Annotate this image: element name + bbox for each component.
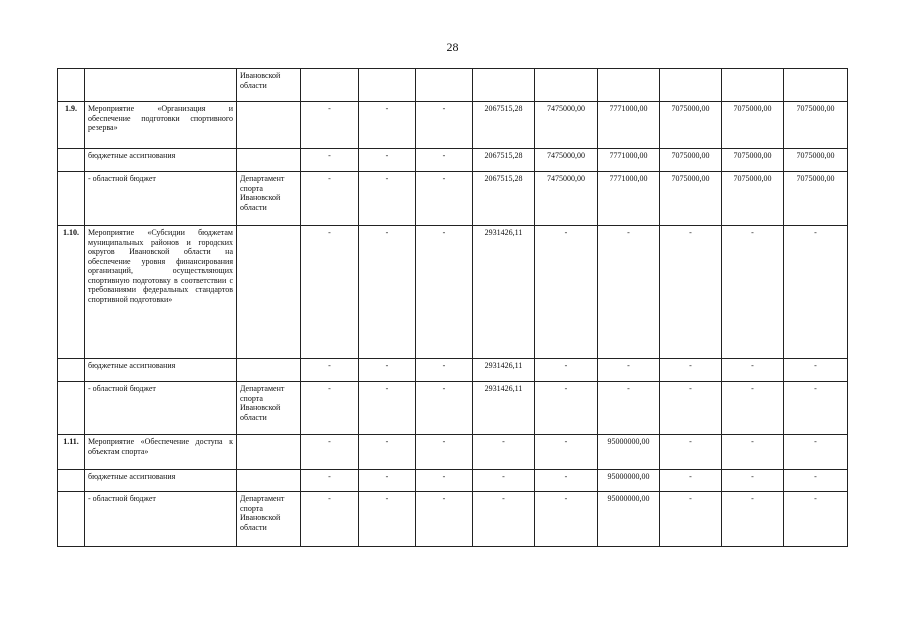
item-number-cell [58, 69, 85, 102]
amount-cell: - [473, 435, 535, 470]
item-name-cell: - областной бюджет [85, 492, 237, 547]
executor-cell: Департамент спорта Ивановской области [237, 382, 301, 435]
amount-cell: - [535, 226, 598, 359]
amount-cell: 2067515,28 [473, 172, 535, 226]
item-number-cell: 1.9. [58, 102, 85, 149]
amount-cell: - [598, 382, 660, 435]
table-row [58, 149, 848, 172]
amount-cell: - [722, 226, 784, 359]
amount-cell: - [784, 359, 848, 382]
amount-cell: - [598, 226, 660, 359]
amount-cell: - [784, 382, 848, 435]
amount-cell: - [359, 492, 416, 547]
amount-cell: - [301, 435, 359, 470]
table-body [58, 69, 848, 547]
item-number-cell: 1.11. [58, 435, 85, 470]
amount-cell: 7075000,00 [784, 102, 848, 149]
amount-cell: - [416, 359, 473, 382]
amount-cell: - [722, 359, 784, 382]
amount-cell: 7475000,00 [535, 172, 598, 226]
table-row [58, 102, 848, 149]
amount-cell: - [359, 359, 416, 382]
amount-cell: 7075000,00 [784, 149, 848, 172]
amount-cell: - [301, 149, 359, 172]
amount-cell: - [473, 470, 535, 492]
amount-cell: 2067515,28 [473, 102, 535, 149]
amount-cell [359, 69, 416, 102]
amount-cell: - [660, 435, 722, 470]
amount-cell: - [722, 470, 784, 492]
amount-cell: - [535, 359, 598, 382]
amount-cell: - [301, 492, 359, 547]
amount-cell: - [535, 492, 598, 547]
amount-cell: - [784, 470, 848, 492]
amount-cell: 95000000,00 [598, 435, 660, 470]
amount-cell: - [359, 172, 416, 226]
amount-cell [416, 69, 473, 102]
amount-cell [473, 69, 535, 102]
amount-cell: 7475000,00 [535, 102, 598, 149]
amount-cell: - [598, 359, 660, 382]
item-name-cell: Мероприятие «Обеспечение доступа к объектам спорта» [85, 435, 237, 470]
item-name-cell: Мероприятие «Организация и обеспечение подготовки спортивного резерва» [85, 102, 237, 149]
item-number-cell [58, 149, 85, 172]
amount-cell: - [359, 226, 416, 359]
amount-cell: - [660, 470, 722, 492]
amount-cell: - [660, 492, 722, 547]
amount-cell: 7771000,00 [598, 102, 660, 149]
amount-cell [660, 69, 722, 102]
executor-cell [237, 149, 301, 172]
executor-cell [237, 226, 301, 359]
amount-cell: - [359, 435, 416, 470]
amount-cell: 7771000,00 [598, 172, 660, 226]
amount-cell: - [301, 359, 359, 382]
amount-cell: 7075000,00 [660, 149, 722, 172]
amount-cell: 7075000,00 [784, 172, 848, 226]
amount-cell: - [660, 382, 722, 435]
amount-cell [301, 69, 359, 102]
item-name-cell: бюджетные ассигнования [85, 149, 237, 172]
amount-cell: - [535, 470, 598, 492]
amount-cell [722, 69, 784, 102]
table-row [58, 69, 848, 102]
item-number-cell [58, 382, 85, 435]
item-name-cell: - областной бюджет [85, 382, 237, 435]
amount-cell: - [660, 226, 722, 359]
amount-cell: - [722, 492, 784, 547]
item-name-cell [85, 69, 237, 102]
amount-cell: - [416, 470, 473, 492]
executor-cell [237, 359, 301, 382]
item-number-cell [58, 359, 85, 382]
amount-cell: 95000000,00 [598, 492, 660, 547]
amount-cell: - [416, 102, 473, 149]
item-number-cell [58, 492, 85, 547]
amount-cell: 7075000,00 [722, 102, 784, 149]
table-row [58, 382, 848, 435]
amount-cell: - [359, 382, 416, 435]
amount-cell: - [473, 492, 535, 547]
amount-cell: - [301, 102, 359, 149]
amount-cell: 2931426,11 [473, 226, 535, 359]
item-number-cell [58, 470, 85, 492]
executor-cell [237, 435, 301, 470]
executor-cell [237, 102, 301, 149]
amount-cell: - [535, 435, 598, 470]
amount-cell: 7075000,00 [722, 149, 784, 172]
amount-cell [784, 69, 848, 102]
amount-cell: - [416, 382, 473, 435]
table-row [58, 172, 848, 226]
item-name-cell: Мероприятие «Субсидии бюджетам муниципальных районов и городских округов Ивановской области на обеспечение уровня финансирования организаций, осуществляющих спортивную подготовку в соответствии с требованиями федеральных стандартов спортивной подготовки» [85, 226, 237, 359]
table-row [58, 492, 848, 547]
amount-cell: - [416, 435, 473, 470]
table-row [58, 435, 848, 470]
executor-cell: Ивановской области [237, 69, 301, 102]
amount-cell: - [301, 172, 359, 226]
amount-cell: - [535, 382, 598, 435]
amount-cell: - [359, 470, 416, 492]
amount-cell: 2931426,11 [473, 382, 535, 435]
amount-cell: - [359, 102, 416, 149]
amount-cell: 7075000,00 [722, 172, 784, 226]
amount-cell: - [359, 149, 416, 172]
amount-cell: 7075000,00 [660, 172, 722, 226]
amount-cell: - [784, 492, 848, 547]
amount-cell: - [416, 226, 473, 359]
executor-cell: Департамент спорта Ивановской области [237, 492, 301, 547]
item-number-cell [58, 172, 85, 226]
amount-cell: 95000000,00 [598, 470, 660, 492]
item-number-cell: 1.10. [58, 226, 85, 359]
amount-cell [535, 69, 598, 102]
item-name-cell: - областной бюджет [85, 172, 237, 226]
amount-cell: 7075000,00 [660, 102, 722, 149]
page-number: 28 [446, 40, 459, 54]
amount-cell: 2931426,11 [473, 359, 535, 382]
table-row [58, 226, 848, 359]
amount-cell: - [416, 149, 473, 172]
amount-cell: - [784, 226, 848, 359]
item-name-cell: бюджетные ассигнования [85, 359, 237, 382]
amount-cell: 7771000,00 [598, 149, 660, 172]
table-row [58, 470, 848, 492]
amount-cell: - [301, 226, 359, 359]
amount-cell: - [722, 435, 784, 470]
table-row [58, 359, 848, 382]
amount-cell: - [784, 435, 848, 470]
amount-cell: - [722, 382, 784, 435]
amount-cell: - [416, 172, 473, 226]
budget-table [57, 68, 848, 547]
executor-cell [237, 470, 301, 492]
amount-cell: 2067515,28 [473, 149, 535, 172]
amount-cell: 7475000,00 [535, 149, 598, 172]
executor-cell: Департамент спорта Ивановской области [237, 172, 301, 226]
item-name-cell: бюджетные ассигнования [85, 470, 237, 492]
amount-cell: - [301, 470, 359, 492]
amount-cell: - [660, 359, 722, 382]
amount-cell: - [301, 382, 359, 435]
amount-cell [598, 69, 660, 102]
amount-cell: - [416, 492, 473, 547]
